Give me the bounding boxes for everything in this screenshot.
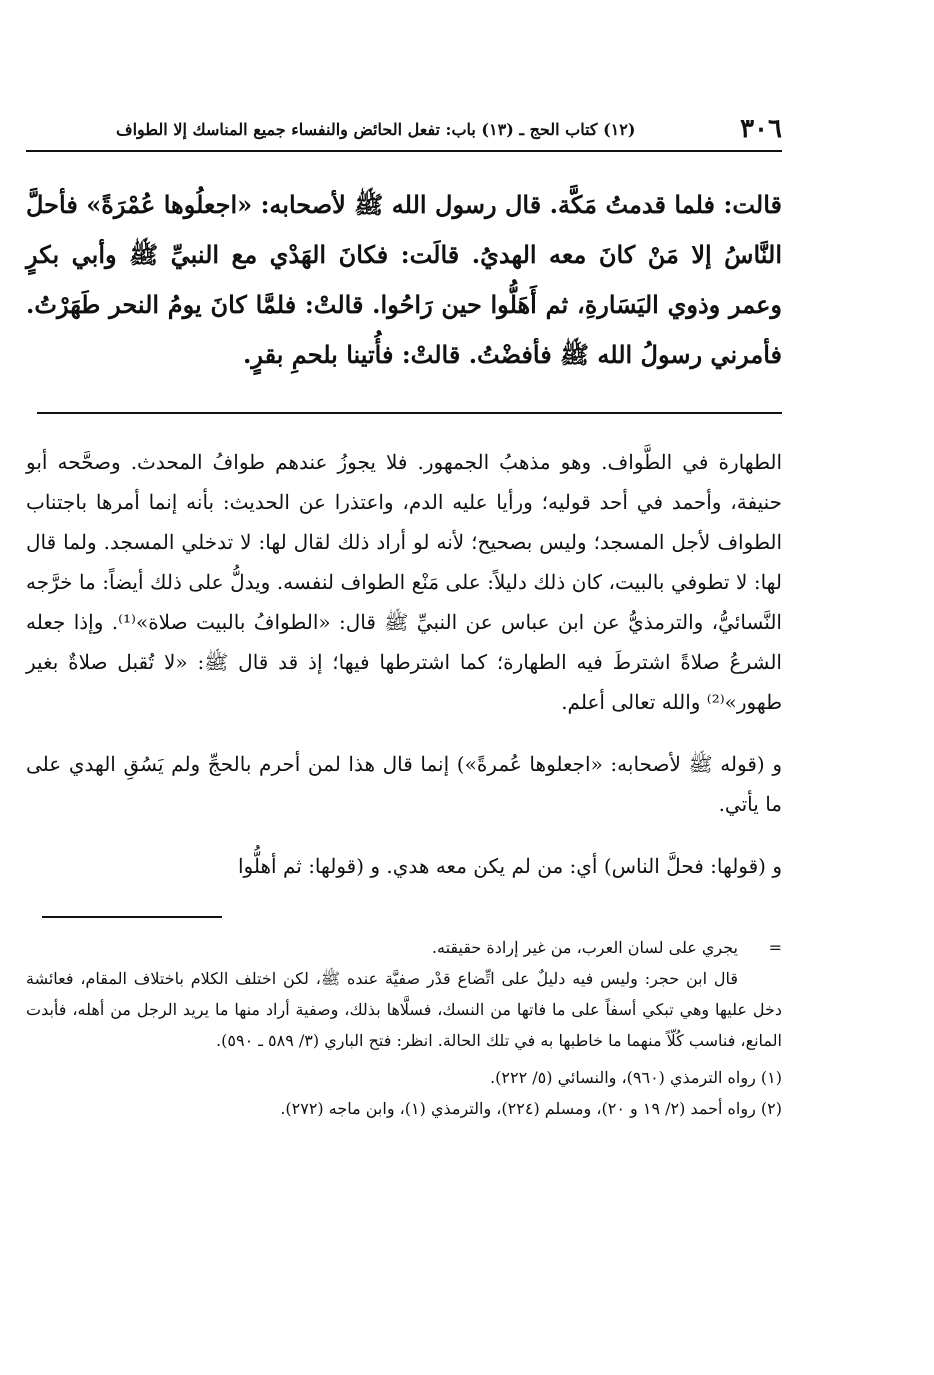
commentary — [26, 442, 782, 886]
footnote-item: (٢) رواه أحمد (٢/ ١٩ و ٢٠)، ومسلم (٢٢٤)، والترمذي (١)، وابن ماجه (٢٧٢). — [280, 1099, 782, 1118]
page-header — [26, 108, 782, 152]
commentary-paragraph: و (قولها: فحلَّ الناس) أي: من لم يكن معه هدي. و (قولها: ثم أهلُّوا — [237, 854, 782, 878]
commentary-paragraph: و (قوله ﷺ لأصحابه: «اجعلوها عُمرةً») إنما قال هذا لمن أحرم بالحجِّ ولم يَسُقِ الهدي على ما يأتي. — [26, 752, 782, 816]
book-page — [26, 108, 782, 1124]
continuation-marker: = — [768, 938, 782, 957]
running-head: (١٢) كتاب الحج ـ (١٣) باب: تفعل الحائض والنفساء جميع المناسك إلا الطواف — [116, 120, 636, 139]
page-number: ٣٠٦ — [740, 114, 782, 144]
footnote-quote: قال ابن حجر: وليس فيه دليلٌ على اتِّضاع قدْر صفيَّة عنده ﷺ، لكن اختلف الكلام باختلاف المقام، فعائشة دخل عليها وهي تبكي أسفاً على ما فاتها من النسك، فسلَّاها بذلك، وصفية أراد منها ما يريد الرجل من أهله، فأبدت المانع، فناسب كُلّاً منهما ما خاطبها به في تلك الحالة. انظر: فتح الباري (٣/ ٥٨٩ ـ ٥٩٠). — [26, 969, 783, 1050]
main-text-divider — [37, 412, 782, 414]
commentary-paragraph: الطهارة في الطَّواف. وهو مذهبُ الجمهور. فلا يجوزُ عندهم طوافُ المحدث. وصحَّحه أبو حنيفة، وأحمد في أحد قوليه؛ ورأيا عليه الدم، واعتذرا عن الحديث: بأنه إنما أمرها باجتناب الطواف لأجل المسجد؛ وليس بصحيح؛ لأنه لو أراد ذلك لقال لها: لا تدخلي المسجد. ولما قال لها: لا تطوفي بالبيت، كان ذلك دليلاً: على مَنْع الطواف لنفسه. ويدلُّ على ذلك أيضاً: ما خرَّجه النَّسائيُّ، والترمذيُّ عن ابن عباس عن النبيِّ ﷺ قال: «الطوافُ بالبيت صلاة»⁽¹⁾. وإذا جعله الشرعُ صلاةً اشترطَ فيه الطهارة؛ كما اشترطها فيها؛ إذ قد قال ﷺ: «لا تُقبل صلاةٌ بغير طهور»⁽²⁾ والله تعالى أعلم. — [26, 450, 782, 714]
footnote-continuation — [26, 932, 782, 963]
footnote-divider — [42, 916, 222, 918]
footnote-continuation-text: يجري على لسان العرب، من غير إرادة حقيقته. — [431, 938, 738, 957]
hadith-text: قالت: فلما قدمتُ مَكَّة. قال رسول الله ﷺ لأصحابه: «اجعلُوها عُمْرَةً» فأحلَّ النَّاسُ إلا مَنْ كانَ معه الهديُ. قالَت: فكانَ الهَدْي مع النبيِّ ﷺ وأبي بكرٍ وعمر وذوي اليَسَارةِ، ثم أَهَلُّوا حين رَاحُوا. قالتْ: فلمَّا كانَ يومُ النحر طَهَرْتُ. فأمرني رسولُ الله ﷺ فأفضْتُ. قالتْ: فأُتينا بلحمِ بقرٍ. — [26, 190, 782, 369]
footnote-item: (١) رواه الترمذي (٩٦٠)، والنسائي (٥/ ٢٢٢). — [490, 1068, 782, 1087]
footnotes — [26, 932, 782, 1124]
